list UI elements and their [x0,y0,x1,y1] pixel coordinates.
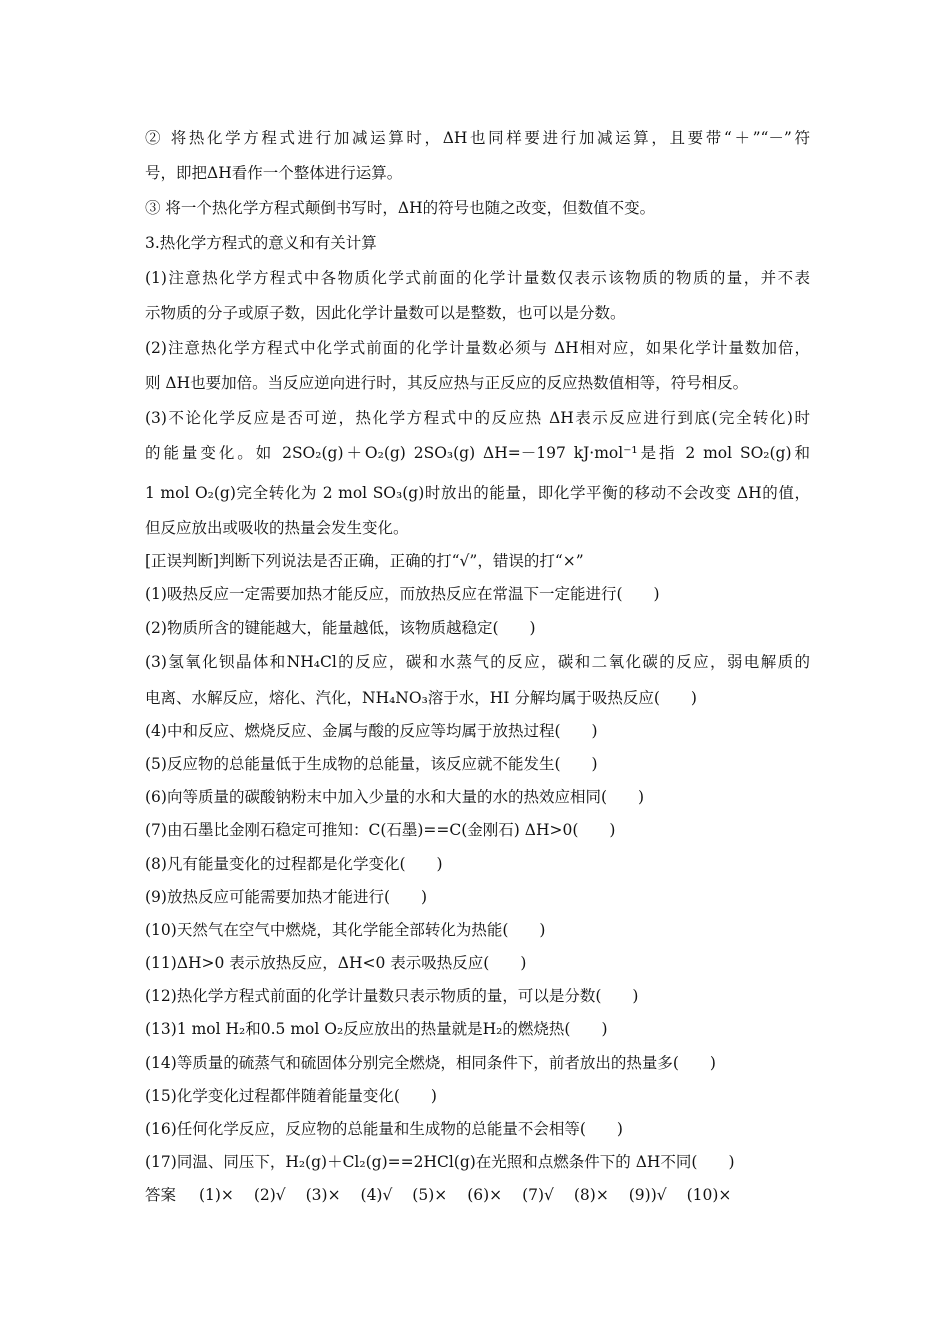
judgement-item: (7)由石墨比金刚石稳定可推知：C(石墨)==C(金刚石) ΔH>0( ) [145,821,616,839]
text-line: 但反应放出或吸收的热量会发生变化。 [145,519,409,537]
answer-value: (9))√ [628,1186,667,1204]
answer-value: (1)× [198,1186,234,1204]
judgement-item: (16)任何化学反应，反应物的总能量和生成物的总能量不会相等( ) [145,1120,623,1138]
text-line: 1 mol O₂(g)完全转化为 2 mol SO₃(g)时放出的能量，即化学平衡的移动不会改变 ΔH的值， [145,484,810,502]
judgement-item: (8)凡有能量变化的过程都是化学变化( ) [145,855,443,873]
answer-value: (3)× [305,1186,341,1204]
judgement-heading: [正误判断]判断下列说法是否正确，正确的打“√”，错误的打“×” [145,552,584,570]
text-line: 示物质的分子或原子数，因此化学计量数可以是整数，也可以是分数。 [145,304,626,322]
answer-value: (6)× [467,1186,503,1204]
text-line: (3)不论化学反应是否可逆，热化学方程式中的反应热 ΔH表示反应进行到底(完全转化)时 [145,409,810,427]
judgement-item: (15)化学变化过程都伴随着能量变化( ) [145,1087,437,1105]
rule-line: ② 将热化学方程式进行加减运算时，ΔH也同样要进行加减运算，且要带“＋”“－”符 [145,129,810,147]
text-line: (2)注意热化学方程式中化学式前面的化学计量数必须与 ΔH相对应，如果化学计量数加倍， [145,339,810,357]
answer-value: (7)√ [522,1186,554,1204]
judgement-item: (11)ΔH>0 表示放热反应，ΔH<0 表示吸热反应( ) [145,954,527,972]
answers-line [145,1185,746,1205]
judgement-item: (6)向等质量的碳酸钠粉末中加入少量的水和大量的水的热效应相同( ) [145,788,645,806]
answer-value: (5)× [412,1186,448,1204]
judgement-item: (13)1 mol H₂和0.5 mol O₂反应放出的热量就是H₂的燃烧热( ) [145,1020,608,1038]
judgement-item: (10)天然气在空气中燃烧，其化学能全部转化为热能( ) [145,921,546,939]
text-line: 则 ΔH也要加倍。当反应逆向进行时，其反应热与正反应的反应热数值相等，符号相反。 [145,374,749,392]
judgement-item: (5)反应物的总能量低于生成物的总能量，该反应就不能发生( ) [145,755,598,773]
judgement-item: (12)热化学方程式前面的化学计量数只表示物质的量，可以是分数( ) [145,987,639,1005]
rule-line: 号，即把ΔH看作一个整体进行运算。 [145,164,403,182]
judgement-item: (2)物质所含的键能越大，能量越低，该物质越稳定( ) [145,619,536,637]
section-heading: 3.热化学方程式的意义和有关计算 [145,234,377,252]
judgement-item: (9)放热反应可能需要加热才能进行( ) [145,888,428,906]
text-line: (1)注意热化学方程式中各物质化学式前面的化学计量数仅表示该物质的物质的量，并不表 [145,269,810,287]
judgement-item: (1)吸热反应一定需要加热才能反应，而放热反应在常温下一定能进行( ) [145,585,660,603]
rule-line: ③ 将一个热化学方程式颠倒书写时，ΔH的符号也随之改变，但数值不变。 [145,199,656,217]
answer-value: (4)√ [360,1186,393,1204]
judgement-item: (14)等质量的硫蒸气和硫固体分别完全燃烧，相同条件下，前者放出的热量多( ) [145,1054,716,1072]
judgement-item: (4)中和反应、燃烧反应、金属与酸的反应等均属于放热过程( ) [145,722,598,740]
judgement-item: 电离、水解反应，熔化、汽化，NH₄NO₃溶于水，HI 分解均属于吸热反应( ) [145,689,697,707]
judgement-item: (17)同温、同压下，H₂(g)＋Cl₂(g)==2HCl(g)在光照和点燃条件下的 ΔH不同( ) [145,1153,735,1171]
text-line: 的能量变化。如 2SO₂(g)＋O₂(g) 2SO₃(g) ΔH=－197 kJ·mol⁻¹是指 2 mol SO₂(g)和 [145,444,810,462]
answer-value: (2)√ [253,1186,286,1204]
answer-value: (8)× [573,1186,609,1204]
answer-value: (10)× [686,1186,732,1204]
answers-label: 答案 [145,1186,177,1204]
judgement-item: (3)氢氧化钡晶体和NH₄Cl的反应，碳和水蒸气的反应，碳和二氧化碳的反应，弱电解质的 [145,653,810,671]
